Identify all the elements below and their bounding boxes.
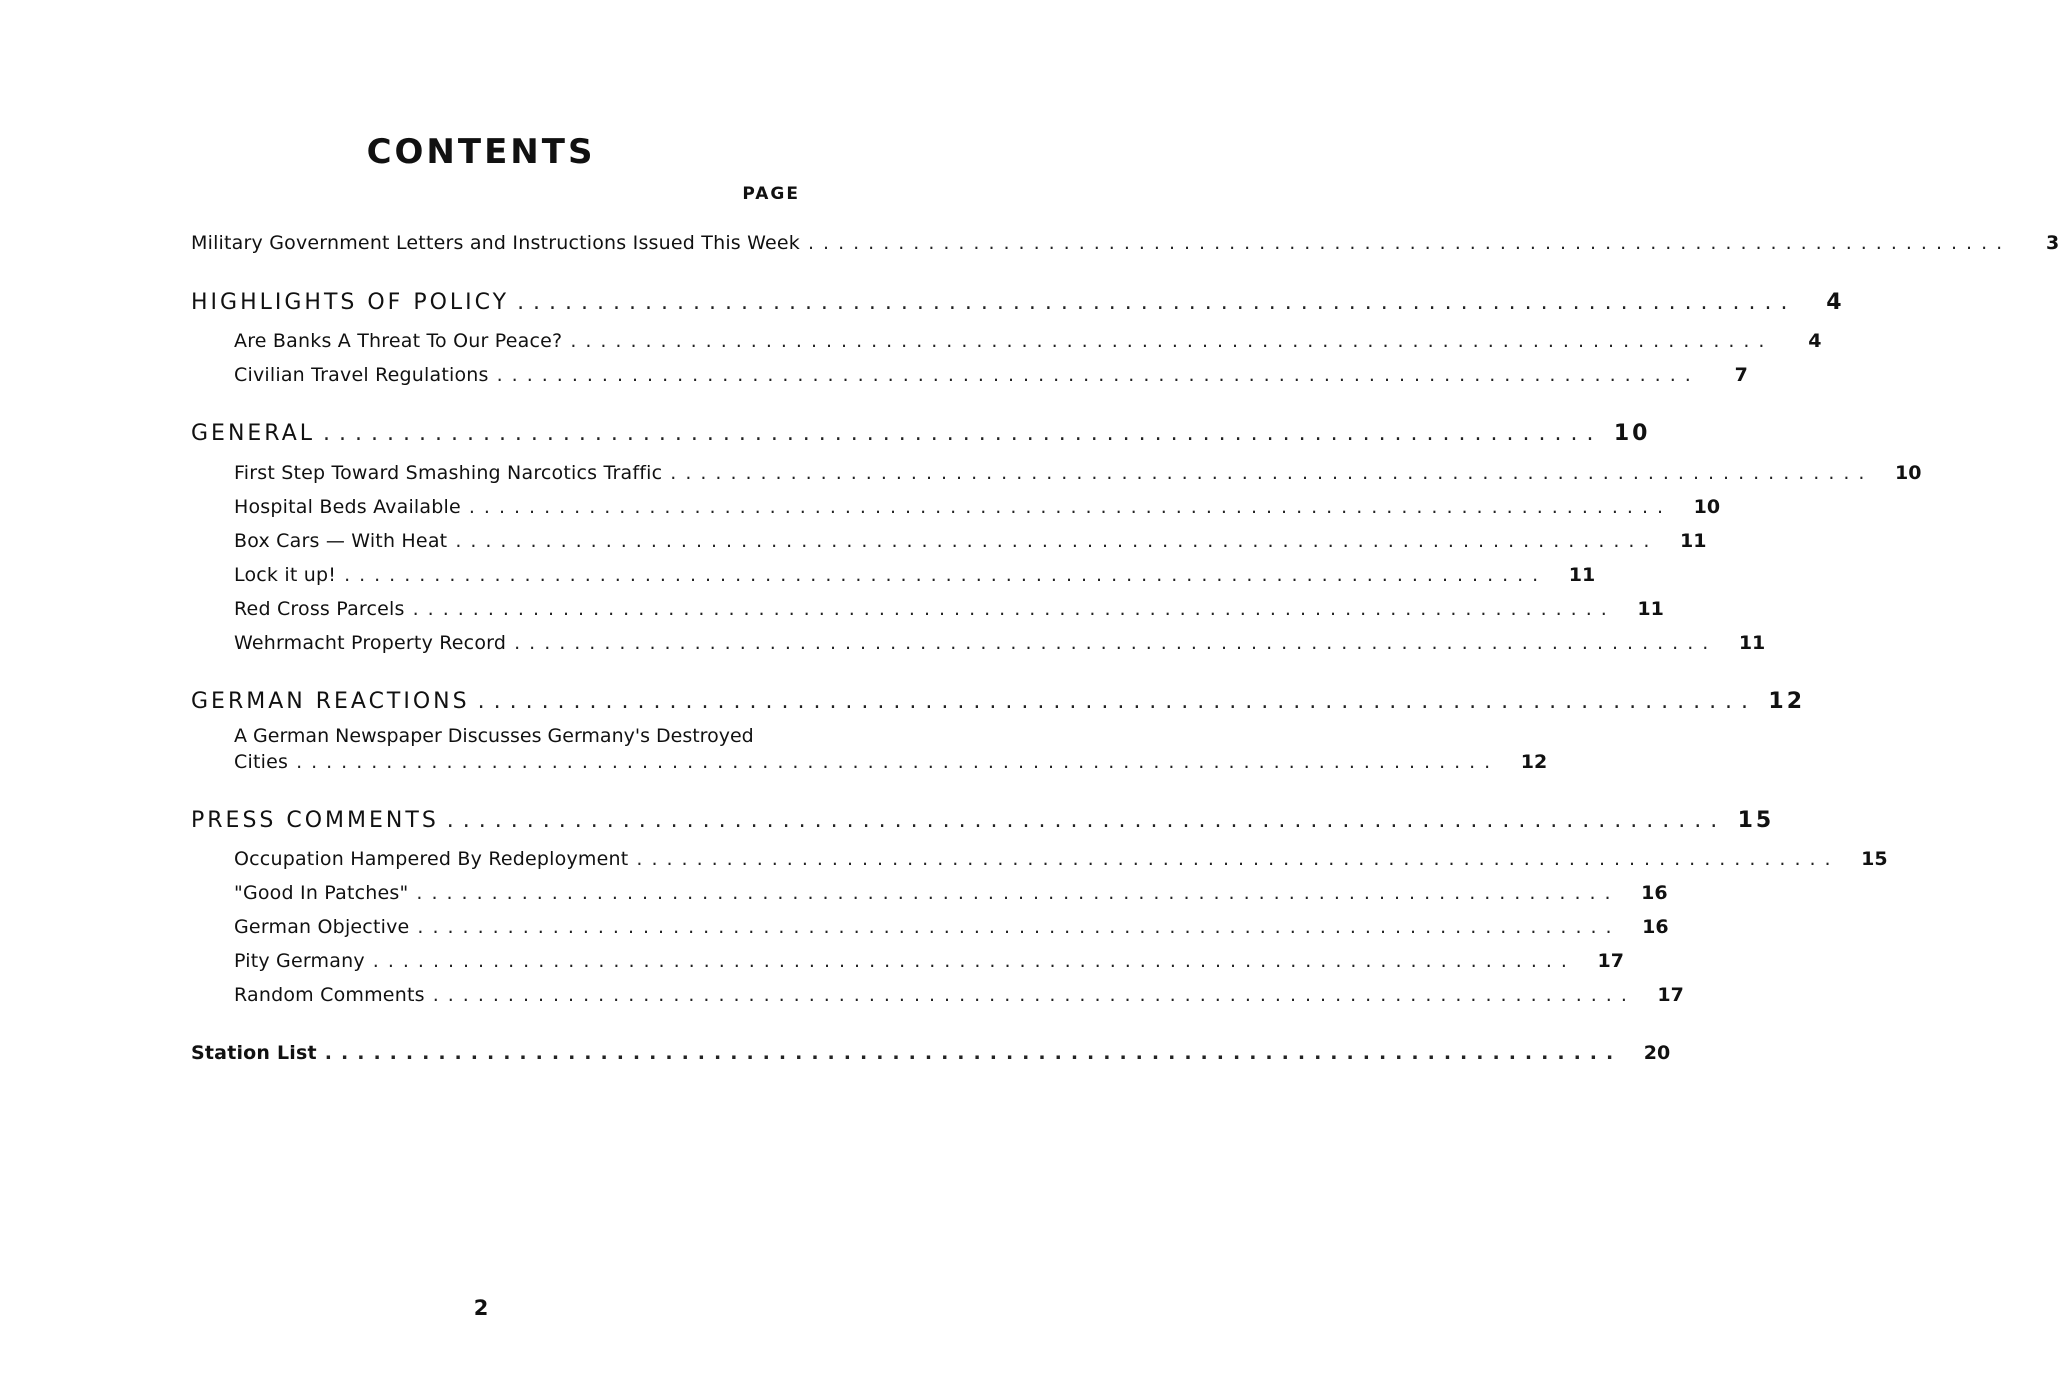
toc-entry-title: GERMAN REACTIONS xyxy=(191,689,470,714)
toc-entry-title: Station List xyxy=(191,1042,317,1064)
toc-entry xyxy=(0,751,1548,773)
dot-leader: ................................................................................ xyxy=(468,496,1673,518)
toc-entry xyxy=(0,950,1624,972)
toc-entry-page: 15 xyxy=(1737,808,1775,833)
page-number: 2 xyxy=(473,1296,489,1320)
toc-entry-title: PRESS COMMENTS xyxy=(191,808,439,833)
page-title: CONTENTS xyxy=(366,132,596,172)
toc-entry-page: 10 xyxy=(1613,421,1651,446)
dot-leader: ................................................................................ xyxy=(446,808,1727,833)
dot-leader: ................................................................................ xyxy=(324,1042,1623,1064)
toc-entry-page: 11 xyxy=(1680,530,1707,552)
toc-entry xyxy=(0,848,1888,870)
toc-entry-title: First Step Toward Smashing Narcotics Traffic xyxy=(234,462,663,484)
toc-entry xyxy=(0,1042,1671,1064)
toc-entry-page: 3 xyxy=(2045,232,2059,254)
toc-entry-page: 4 xyxy=(1826,290,1845,315)
dot-leader: ................................................................................ xyxy=(412,598,1616,620)
toc-entry-title: Cities xyxy=(234,751,289,773)
page-column-label: PAGE xyxy=(742,184,800,204)
toc-entry-page: 4 xyxy=(1808,330,1822,352)
dot-leader: ................................................................................ xyxy=(372,950,1576,972)
toc-entry-title: "Good In Patches" xyxy=(234,882,409,904)
toc-entry xyxy=(0,330,1822,352)
toc-entry xyxy=(0,232,2059,254)
toc-entry xyxy=(0,882,1668,904)
toc-entry xyxy=(0,632,1766,654)
toc-entry-title: HIGHLIGHTS OF POLICY xyxy=(191,290,510,315)
toc-entry-page: 17 xyxy=(1657,984,1684,1006)
toc-entry xyxy=(0,598,1664,620)
toc-entry-page: 20 xyxy=(1643,1042,1671,1064)
dot-leader: ................................................................................ xyxy=(432,984,1636,1006)
toc-entry-title: Civilian Travel Regulations xyxy=(234,364,489,386)
toc-entry xyxy=(0,916,1669,938)
toc-entry-title: Box Cars — With Heat xyxy=(234,530,448,552)
toc-entry-page: 16 xyxy=(1642,916,1669,938)
dot-leader: ................................................................................ xyxy=(323,421,1603,446)
toc-section-heading xyxy=(0,421,1651,446)
toc-entry xyxy=(0,364,1748,386)
dot-leader: ................................................................................ xyxy=(670,462,1874,484)
toc-entry-title: Wehrmacht Property Record xyxy=(234,632,507,654)
toc-entry-page: 10 xyxy=(1693,496,1721,518)
dot-leader: ................................................................................ xyxy=(477,689,1758,714)
toc-entry xyxy=(0,984,1684,1006)
toc-entry-page: 10 xyxy=(1895,462,1922,484)
toc-entry-title: German Objective xyxy=(234,916,410,938)
toc-entry-page: 11 xyxy=(1738,632,1766,654)
dot-leader: ................................................................................ xyxy=(496,364,1700,386)
toc-entry xyxy=(0,564,1596,586)
dot-leader: ................................................................................ xyxy=(514,632,1718,654)
toc-entry-title: Military Government Letters and Instructions Issued This Week xyxy=(191,232,800,254)
dot-leader: ................................................................................ xyxy=(636,848,1840,870)
toc-entry-page: 11 xyxy=(1568,564,1596,586)
toc-entry-title: Are Banks A Threat To Our Peace? xyxy=(234,330,563,352)
toc-entry-title-line1: A German Newspaper Discusses Germany's Destroyed xyxy=(234,725,754,747)
toc-entry-title: Random Comments xyxy=(234,984,425,1006)
dot-leader: ................................................................................ xyxy=(416,882,1620,904)
toc-entry-title: Pity Germany xyxy=(234,950,365,972)
toc-entry-title: Hospital Beds Available xyxy=(234,496,461,518)
toc-entry-title: Red Cross Parcels xyxy=(234,598,405,620)
toc-section-heading xyxy=(0,808,1775,833)
dot-leader: ................................................................................ xyxy=(296,751,1500,773)
toc-entry-page: 12 xyxy=(1768,689,1806,714)
toc-entry-page: 15 xyxy=(1861,848,1888,870)
toc-entry xyxy=(0,530,1707,552)
toc-entry xyxy=(0,496,1721,518)
dot-leader: ................................................................................ xyxy=(344,564,1548,586)
toc-section-heading xyxy=(0,689,1806,714)
dot-leader: ................................................................................ xyxy=(455,530,1659,552)
dot-leader: ................................................................................ xyxy=(570,330,1774,352)
toc-entry-page: 11 xyxy=(1637,598,1664,620)
toc-entry-page: 12 xyxy=(1520,751,1548,773)
toc-entry-title: Lock it up! xyxy=(234,564,337,586)
toc-entry-page: 7 xyxy=(1734,364,1748,386)
toc-entry-page: 16 xyxy=(1641,882,1668,904)
toc-section-heading xyxy=(0,290,1845,315)
dot-leader: ................................................................................ xyxy=(417,916,1621,938)
toc-entry-title: GENERAL xyxy=(191,421,316,446)
dot-leader: ................................................................................ xyxy=(808,232,2012,254)
toc-entry-title: Occupation Hampered By Redeployment xyxy=(234,848,629,870)
toc-entry xyxy=(0,462,1922,484)
toc-entry-page: 17 xyxy=(1597,950,1624,972)
dot-leader: ................................................................................ xyxy=(517,290,1797,315)
